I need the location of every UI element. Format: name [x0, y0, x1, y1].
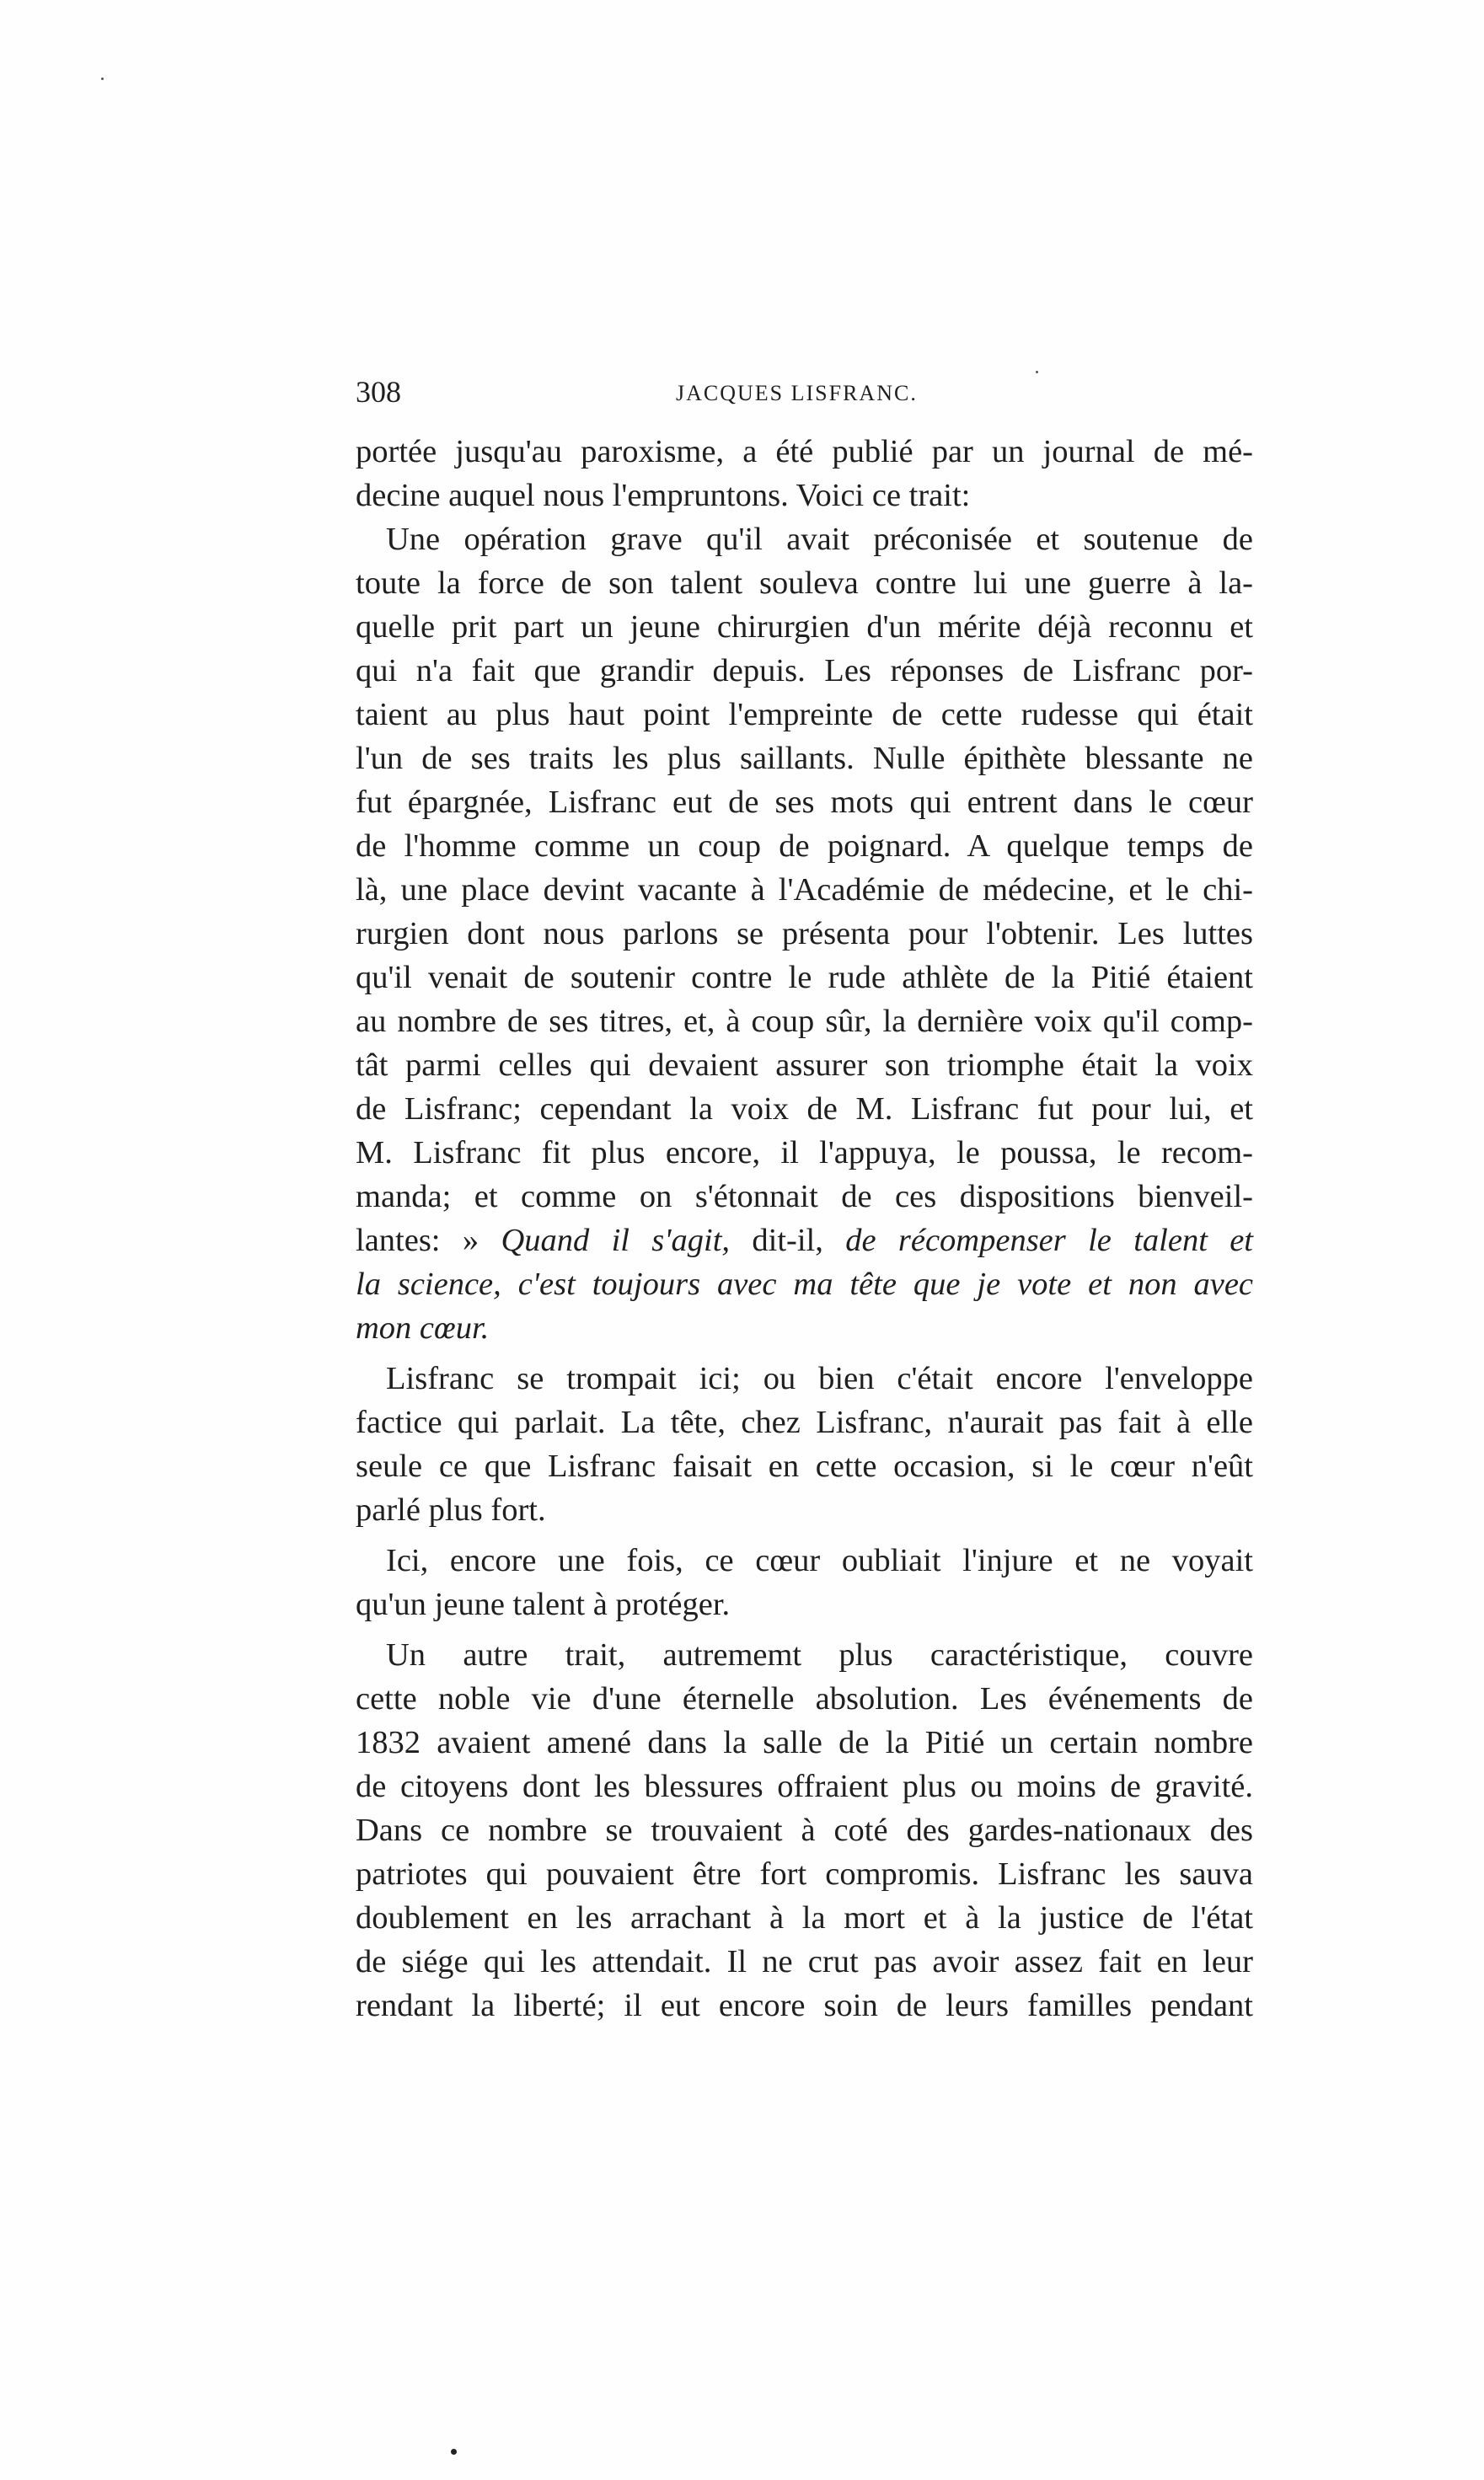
- text-line-mixed: [356, 1219, 1253, 1262]
- quote-italic: Quand il s'agit,: [501, 1223, 731, 1258]
- scan-speck: [451, 2449, 457, 2455]
- text-line: la science, c'est toujours avec ma tête que je vote et non avec: [356, 1267, 1253, 1302]
- quote-lead: lantes: »: [356, 1223, 501, 1258]
- quote-mid: dit-il,: [730, 1223, 846, 1258]
- text-line: de l'homme comme un coup de poignard. A quelque temps de: [356, 828, 1253, 864]
- text-line: 1832 avaient amené dans la salle de la Pitié un certain nombre: [356, 1725, 1253, 1760]
- text-line: rurgien dont nous parlons se présenta pour l'obtenir. Les luttes: [356, 916, 1253, 951]
- text-line: toute la force de son talent souleva contre lui une guerre à la-: [356, 565, 1253, 601]
- text-line: Ici, encore une fois, ce cœur oubliait l'injure et ne voyait: [386, 1543, 1253, 1578]
- text-line: seule ce que Lisfranc faisait en cette occasion, si le cœur n'eût: [356, 1449, 1253, 1484]
- text-line: factice qui parlait. La tête, chez Lisfranc, n'aurait pas fait à elle: [356, 1405, 1253, 1440]
- text-line: mon cœur.: [356, 1310, 490, 1346]
- text-line: au nombre de ses titres, et, à coup sûr, la dernière voix qu'il comp-: [356, 1004, 1253, 1039]
- text-line: là, une place devint vacante à l'Académie de médecine, et le chi-: [356, 872, 1253, 908]
- page-header: [356, 371, 1253, 413]
- body-text: [356, 430, 1253, 2027]
- text-line: Lisfranc se trompait ici; ou bien c'était encore l'enveloppe: [386, 1361, 1253, 1396]
- text-line: qu'il venait de soutenir contre le rude athlète de la Pitié étaient: [356, 960, 1253, 995]
- text-line: manda; et comme on s'étonnait de ces dispositions bienveil-: [356, 1179, 1253, 1214]
- text-line: portée jusqu'au paroxisme, a été publié par un journal de mé-: [356, 434, 1253, 469]
- text-line: Une opération grave qu'il avait préconisée et soutenue de: [386, 522, 1253, 557]
- text-line: cette noble vie d'une éternelle absolution. Les événements de: [356, 1681, 1253, 1717]
- quote-italic: de récompenser le talent et: [845, 1223, 1254, 1258]
- text-line: de Lisfranc; cependant la voix de M. Lisfranc fut pour lui, et: [356, 1091, 1253, 1127]
- text-line: qu'un jeune talent à protéger.: [356, 1587, 731, 1622]
- text-line: tât parmi celles qui devaient assurer son triomphe était la voix: [356, 1047, 1253, 1083]
- text-line: fut épargnée, Lisfranc eut de ses mots qui entrent dans le cœur: [356, 785, 1253, 820]
- text-line: l'un de ses traits les plus saillants. Nulle épithète blessante ne: [356, 741, 1253, 776]
- text-line: taient au plus haut point l'empreinte de cette rudesse qui était: [356, 697, 1253, 732]
- text-line: quelle prit part un jeune chirurgien d'un mérite déjà reconnu et: [356, 609, 1253, 645]
- scan-speck: [1036, 371, 1038, 373]
- text-line: patriotes qui pouvaient être fort compromis. Lisfranc les sauva: [356, 1856, 1253, 1892]
- text-line: qui n'a fait que grandir depuis. Les réponses de Lisfranc por-: [356, 653, 1253, 688]
- text-line: parlé plus fort.: [356, 1492, 546, 1528]
- page-number: 308: [356, 375, 401, 409]
- text-line: de siége qui les attendait. Il ne crut pas avoir assez fait en leur: [356, 1944, 1253, 1979]
- text-line: Un autre trait, autrememt plus caractéristique, couvre: [386, 1637, 1253, 1673]
- text-line: decine auquel nous l'empruntons. Voici ce trait:: [356, 478, 971, 513]
- text-line: M. Lisfranc fit plus encore, il l'appuya, le poussa, le recom-: [356, 1135, 1253, 1170]
- text-line: rendant la liberté; il eut encore soin de leurs familles pendant: [356, 1988, 1253, 2023]
- running-title: JACQUES LISFRANC.: [676, 381, 918, 405]
- scan-speck: [101, 78, 104, 80]
- text-line: doublement en les arrachant à la mort et à la justice de l'état: [356, 1900, 1253, 1936]
- text-line: Dans ce nombre se trouvaient à coté des gardes-nationaux des: [356, 1813, 1253, 1848]
- text-line: de citoyens dont les blessures offraient plus ou moins de gravité.: [356, 1769, 1253, 1804]
